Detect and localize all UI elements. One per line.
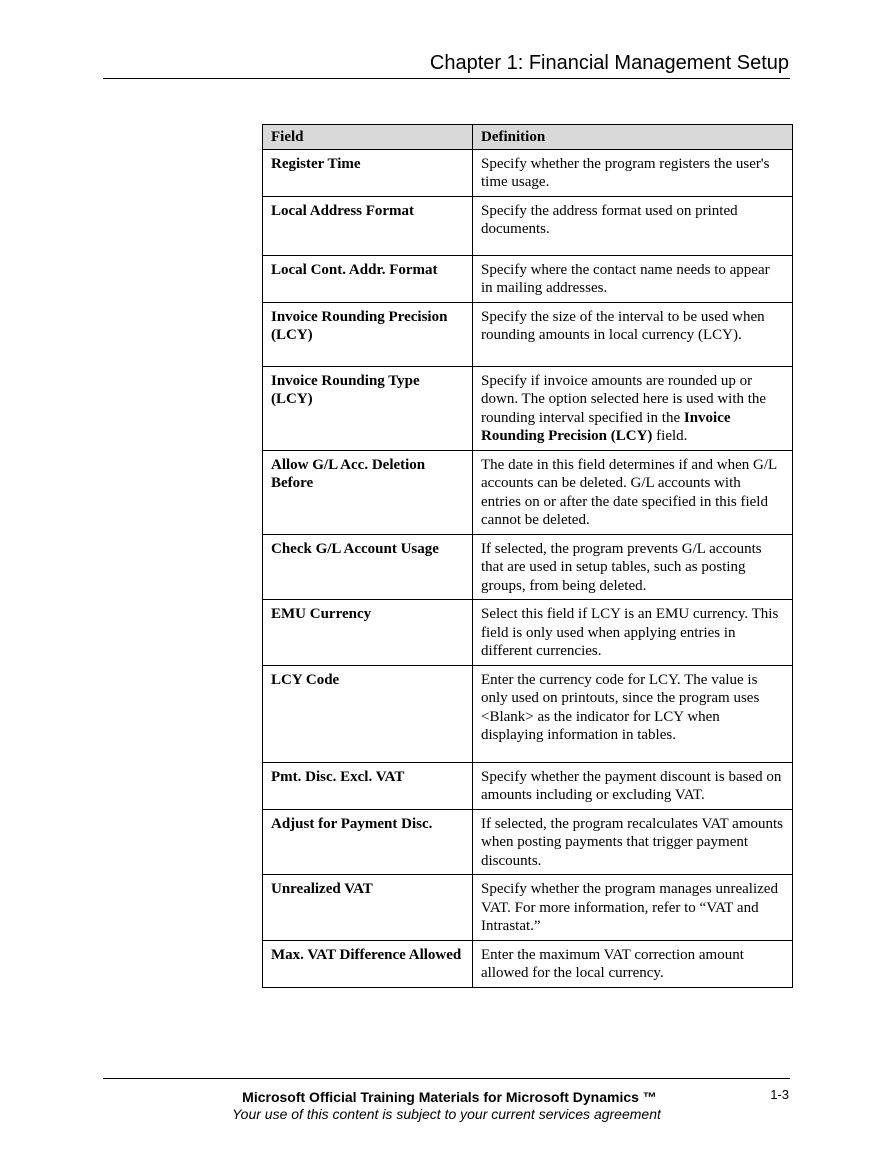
field-definition: Enter the maximum VAT correction amount allowed for the local currency. xyxy=(473,940,793,987)
field-name: Local Cont. Addr. Format xyxy=(263,255,473,302)
field-name: Local Address Format xyxy=(263,196,473,255)
field-definition-table xyxy=(262,124,793,988)
field-definition: Specify where the contact name needs to appear in mailing addresses. xyxy=(473,255,793,302)
field-name: Unrealized VAT xyxy=(263,875,473,941)
definition-field-reference: Invoice Rounding Precision (LCY) xyxy=(481,409,731,444)
definition-text: Specify if invoice amounts are rounded up or down. The option selected here is used with the rounding interval specified in the xyxy=(481,372,767,426)
table-row xyxy=(263,366,793,450)
header-rule xyxy=(103,78,790,79)
field-definition: Specify the address format used on printed documents. xyxy=(473,196,793,255)
field-definition: Specify whether the payment discount is based on amounts including or excluding VAT. xyxy=(473,762,793,809)
table-row xyxy=(263,255,793,302)
table-row xyxy=(263,665,793,762)
field-definition: Enter the currency code for LCY. The value is only used on printouts, since the program uses <Blank> as the indicator for LCY when displaying information in tables. xyxy=(473,665,793,762)
table-header-row xyxy=(263,125,793,150)
page-number: 1-3 xyxy=(770,1087,789,1102)
table-row xyxy=(263,600,793,666)
table-row xyxy=(263,809,793,875)
field-name: EMU Currency xyxy=(263,600,473,666)
table-row xyxy=(263,196,793,255)
field-name: Invoice Rounding Type (LCY) xyxy=(263,366,473,450)
field-name: Invoice Rounding Precision (LCY) xyxy=(263,302,473,366)
field-definition: If selected, the program recalculates VAT amounts when posting payments that trigger payment discounts. xyxy=(473,809,793,875)
field-name: Allow G/L Acc. Deletion Before xyxy=(263,450,473,534)
table-row xyxy=(263,302,793,366)
field-definition: Specify whether the program registers the user's time usage. xyxy=(473,149,793,196)
field-definition: If selected, the program prevents G/L accounts that are used in setup tables, such as posting groups, from being deleted. xyxy=(473,534,793,600)
table-row xyxy=(263,450,793,534)
field-name: Check G/L Account Usage xyxy=(263,534,473,600)
column-header-definition: Definition xyxy=(473,125,793,150)
footer-rule xyxy=(103,1078,790,1079)
field-name: Adjust for Payment Disc. xyxy=(263,809,473,875)
definition-text: field. xyxy=(652,428,688,444)
footer-title: Microsoft Official Training Materials for Microsoft Dynamics ™ xyxy=(242,1089,657,1105)
chapter-title: Chapter 1: Financial Management Setup xyxy=(429,52,789,74)
field-definition xyxy=(473,366,793,450)
table-row xyxy=(263,762,793,809)
field-name: Max. VAT Difference Allowed xyxy=(263,940,473,987)
table-row xyxy=(263,534,793,600)
field-name: Pmt. Disc. Excl. VAT xyxy=(263,762,473,809)
table-row xyxy=(263,149,793,196)
table-row xyxy=(263,875,793,941)
field-definition: Specify the size of the interval to be used when rounding amounts in local currency (LCY). xyxy=(473,302,793,366)
field-definition: Specify whether the program manages unrealized VAT. For more information, refer to “VAT and Intrastat.” xyxy=(473,875,793,941)
field-definition: The date in this field determines if and when G/L accounts can be deleted. G/L accounts with entries on or after the date specified in this field cannot be deleted. xyxy=(473,450,793,534)
field-name: Register Time xyxy=(263,149,473,196)
field-name: LCY Code xyxy=(263,665,473,762)
table-row xyxy=(263,940,793,987)
footer-notice: Your use of this content is subject to your current services agreement xyxy=(232,1106,661,1122)
field-definition: Select this field if LCY is an EMU currency. This field is only used when applying entries in different currencies. xyxy=(473,600,793,666)
column-header-field: Field xyxy=(263,125,473,150)
